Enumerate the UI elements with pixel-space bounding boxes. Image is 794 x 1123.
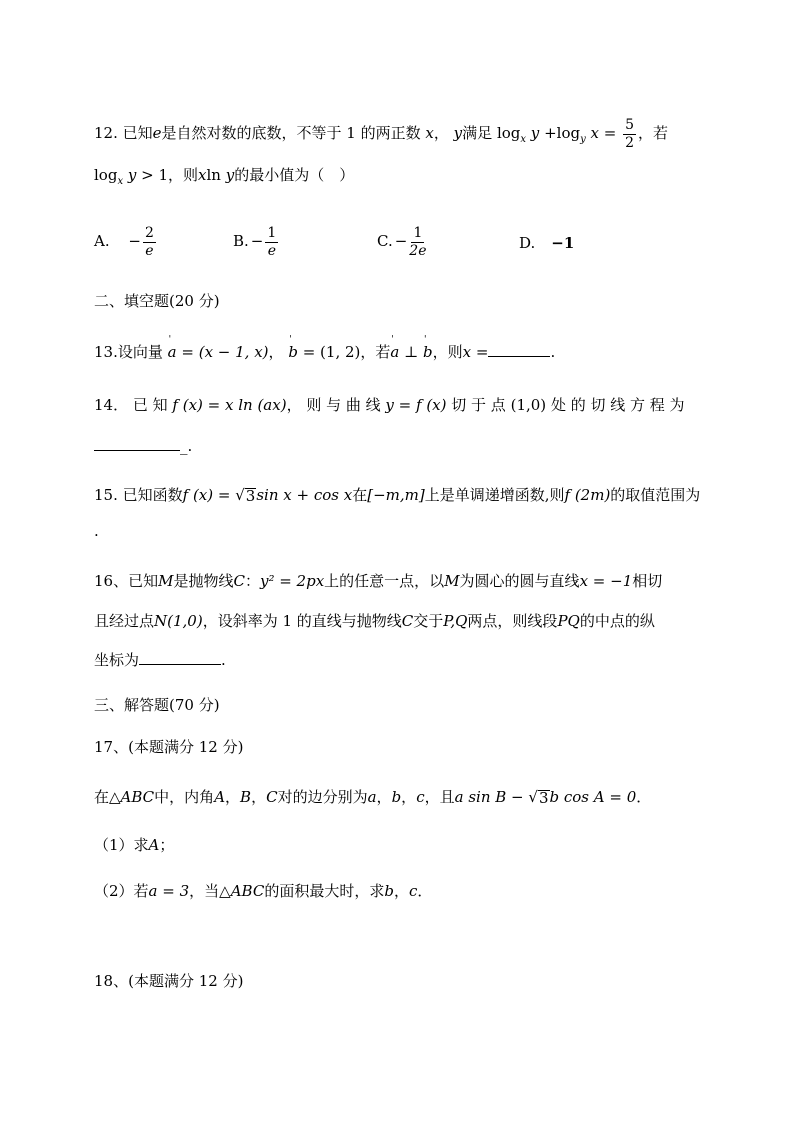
- q15-line1: 15. 已知函数f (x) = √ 3 sin x + cos x在[−m,m]上是单调递增函数,则f (2m)的取值范围为: [94, 486, 701, 505]
- q12-option-a[interactable]: A. − $\frac{2}{e}$: [94, 225, 154, 259]
- q16-answer-blank[interactable]: [139, 652, 221, 665]
- q12-option-c[interactable]: C. − $\frac{1}{2e}$: [377, 225, 427, 259]
- q12-line1: 12. 已知e是自然对数的底数，不等于 1 的两正数 x， y满足 $\log_x y +\log_y$ x = $\frac{5}{2}$ ，若: [94, 117, 669, 151]
- q16-line1: 16、已知M是抛物线C：y² = 2px上的任意一点，以M为圆心的圆与直线x = −1相切: [94, 572, 663, 590]
- q18-title: 18、(本题满分 12 分): [94, 972, 244, 990]
- q12-line2: $\log_x y > 1$，则xln y的最小值为（ ）: [94, 166, 355, 187]
- q17-part1: （1）求A；: [94, 836, 175, 854]
- section-fill-in-title: 二、填空题(20 分): [94, 292, 220, 310]
- q14-answer-blank[interactable]: [94, 438, 180, 451]
- q13: 13.设向量 ' a = (x − 1, x)， ' b = (1, 2)，若' a ⊥ ' b，则x = .: [94, 344, 555, 360]
- q15-line2: .: [94, 522, 99, 540]
- q12-prefix: 12. 已知: [94, 124, 153, 143]
- sqrt-symbol: √ 3: [235, 486, 256, 505]
- q14-line2: _.: [94, 438, 192, 454]
- q17-part2: （2）若a = 3，当△ABC的面积最大时，求b，c．: [94, 882, 433, 900]
- q12-option-d[interactable]: D. −1: [519, 234, 575, 252]
- q16-line3: 坐标为 .: [94, 651, 226, 669]
- q17-title: 17、(本题满分 12 分): [94, 738, 244, 756]
- section-solve-title: 三、解答题(70 分): [94, 696, 220, 714]
- q14-line1: 14． 已 知 f (x) = x ln (ax)， 则 与 曲 线 y = f (x) 切 于 点 (1,0) 处 的 切 线 方 程 为: [94, 396, 685, 414]
- q12-fraction: $\frac{5}{2}$: [625, 117, 635, 151]
- q13-answer-blank[interactable]: [488, 344, 550, 357]
- q17-stem: 在△ABC中，内角A，B，C对的边分别为a，b，c，且a sin B − √ 3 b cos A = 0．: [94, 788, 652, 807]
- q12-option-b[interactable]: B. − $\frac{1}{e}$: [233, 225, 277, 259]
- q16-line2: 且经过点N(1,0)，设斜率为 1 的直线与抛物线C交于P,Q两点，则线段PQ的中点的纵: [94, 612, 655, 630]
